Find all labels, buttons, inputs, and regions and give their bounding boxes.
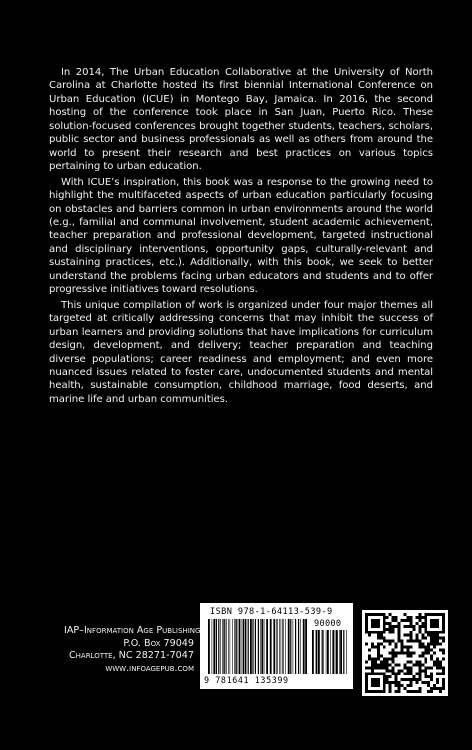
ean-digits: 9 781641 135399 xyxy=(204,675,289,685)
barcode-addon-label: 90000 xyxy=(314,619,342,629)
qr-code-icon[interactable] xyxy=(362,610,448,696)
blurb-paragraph-2: With ICUE’s inspiration, this book was a response to the growing need to highlight the multifaceted aspects of urban education particularly focusing on obstacles and barriers common in urban environments around the world (e.g., familial and communal involvement, student academic achievement, teacher preparation and professional development, targeted instructional and disciplinary interventions, opportunity gaps, culturally-relevant and sustaining practices, etc.). Additionally, with this book, we seek to better understand the problems facing urban educators and students and to offer progressive initiatives toward resolutions. xyxy=(49,176,433,296)
isbn-barcode xyxy=(200,603,353,689)
publisher-city: Charlotte, NC 28271-7047 xyxy=(68,650,194,661)
barcode-bars-icon xyxy=(208,619,308,674)
isbn-label: ISBN 978-1-64113-539-9 xyxy=(210,607,333,617)
publisher-website[interactable]: www.infoagepub.com xyxy=(105,662,194,674)
publisher-address xyxy=(64,625,201,675)
blurb-paragraph-1: In 2014, The Urban Education Collaborative at the University of North Carolina at Charlotte hosted its first biennial International Conference on Urban Education (ICUE) in Montego Bay, Jamaica. In 2016, the second hosting of the conference took place in San Juan, Puerto Rico. These solution-focused conferences brought together students, teachers, scholars, public sector and business professionals as well as others from around the world to present their research and best practices on various topics pertaining to urban education. xyxy=(49,67,433,173)
barcode-addon-bars-icon xyxy=(312,630,348,674)
publisher-po-box: P.O. Box 79049 xyxy=(123,637,194,649)
blurb-text xyxy=(49,66,433,408)
blurb-paragraph-3: This unique compilation of work is organized under four major themes all targeted at critically addressing concerns that may inhibit the success of urban learners and providing solutions that have implications for curriculum design, development, and delivery; teacher preparation and teaching diverse populations; career readiness and employment; and even more nuanced issues related to foster care, undocumented students and mental health, sustainable consumption, childhood marriage, food deserts, and marine life and urban communities. xyxy=(49,299,433,405)
publisher-name: IAP–Information Age Publishing xyxy=(64,625,201,636)
